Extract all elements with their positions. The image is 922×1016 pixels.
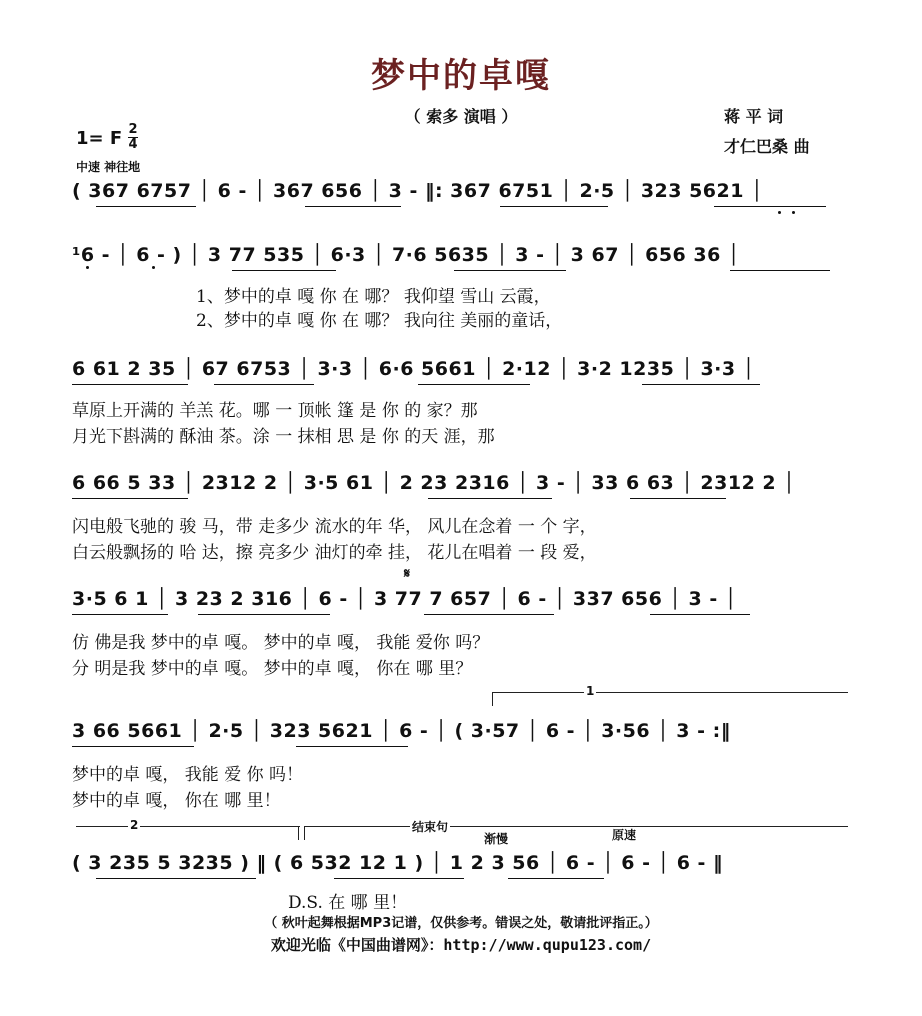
composer-credit: 才仁巴桑 曲 [724,137,810,156]
underline-beam [428,498,552,499]
volta-2-bracket-end [298,826,299,840]
notation-line-5: 3·5 6 1 │ 3 23 2 316 │ 6 - │ 3 77 7 657 │ 6 - │ 337 656 │ 3 - │ [72,588,737,610]
tempo-marking: 中速 神往地 [76,160,141,174]
volta-1-bracket-end [492,692,493,706]
underline-beam [214,384,314,385]
notation-line-6: 3 66 5661 │ 2·5 │ 323 5621 │ 6 - │ ( 3·57 │ 6 - │ 3·56 │ 3 - :‖ [72,720,731,742]
ending-bracket-start [304,826,305,840]
underline-beam [72,384,188,385]
lyric-verse-1: 闪电般飞驰的 骏 马，带 走多少 流水的年 华， 风儿在念着 一 个 字， [72,517,597,537]
time-signature-top: 2 [128,122,138,137]
underline-beam [418,384,530,385]
notation-line-3: 6 61 2 35 │ 67 6753 │ 3·3 │ 6·6 5661 │ 2·12 │ 3·2 1235 │ 3·3 │ [72,358,755,380]
underline-beam [500,206,608,207]
segno-sign: 𝄋 [404,566,411,582]
underline-beam [730,270,830,271]
lyric-verse-2: 分 明是我 梦中的卓 嘎。 梦中的卓 嘎， 你在 哪 里？ [72,659,473,679]
volta-1-label: 1 [586,684,595,698]
lyric-verse-2: 白云般飘扬的 哈 达，擦 亮多少 油灯的牵 挂， 花儿在唱着 一 段 爱， [72,543,597,563]
ending-label: 结束句 [412,820,449,834]
lyric-verse-1: 草原上开满的 羊羔 花。哪 一 顶帐 篷 是 你 的 家？那 [72,401,478,421]
ending-bracket [304,826,848,827]
underline-beam [72,614,168,615]
ritardando-label: 渐慢 [484,832,509,846]
time-signature [128,123,138,152]
key-signature: 1= F [76,128,123,149]
lyric-verse-2: 月光下斟满的 酥油 茶。涂 一 抹相 思 是 你 的天 涯，那 [72,427,495,447]
underline-beam [96,206,196,207]
octave-dot [86,266,89,269]
underline-beam [508,878,604,879]
underline-beam [642,384,760,385]
site-footer: 欢迎光临《中国曲谱网》：http://www.qupu123.com/ [270,936,652,954]
underline-beam [96,878,256,879]
underline-beam [305,206,401,207]
underline-beam [198,614,330,615]
octave-dot [152,266,155,269]
volta-2-label: 2 [130,818,139,832]
volta-2-bracket [76,826,300,827]
lyricist-credit: 蒋 平 词 [724,107,784,126]
underline-beam [714,206,826,207]
volta-1-bracket [492,692,848,693]
underline-beam [72,746,194,747]
underline-beam [334,878,464,879]
underline-beam [296,746,408,747]
underline-beam [650,614,750,615]
underline-beam [424,614,554,615]
a-tempo-label: 原速 [612,828,637,842]
underline-beam [630,498,726,499]
underline-beam [72,498,188,499]
notation-line-2: ¹6 - │ 6 - ) │ 3 77 535 │ 6·3 │ 7·6 5635 │ 3 - │ 3 67 │ 656 36 │ [72,244,740,266]
time-signature-bottom: 4 [128,137,138,152]
lyric-verse-1: 梦中的卓 嘎， 我能 爱 你 吗！ [72,765,304,785]
octave-dot [792,211,795,214]
octave-dot [778,211,781,214]
song-title: 梦中的卓嘎 [371,56,551,96]
lyric-verse-1: 仿 佛是我 梦中的卓 嘎。 梦中的卓 嘎， 我能 爱你 吗？ [72,633,490,653]
transcription-note: （ 秋叶起舞根据MP3记谱，仅供参考。错误之处，敬请批评指正。） [264,916,658,931]
lyric-verse-1: 1、梦中的卓 嘎 你 在 哪？ 我仰望 雪山 云霞， [196,287,551,307]
underline-beam [454,270,566,271]
singer-credit: （ 索多 演唱 ） [404,107,518,126]
notation-line-1: ( 367 6757 │ 6 - │ 367 656 │ 3 - ‖: 367 6751 │ 2·5 │ 323 5621 │ [72,180,764,202]
notation-line-4: 6 66 5 33 │ 2312 2 │ 3·5 61 │ 2 23 2316 │ 3 - │ 33 6 63 │ 2312 2 │ [72,472,796,494]
notation-line-7: ( 3 235 5 3235 ) ‖ ( 6 532 12 1 ) │ 1 2 3 56 │ 6 - │ 6 - │ 6 - ‖ [72,852,724,874]
lyric-ending: D.S. 在 哪 里！ [288,893,408,913]
underline-beam [232,270,336,271]
lyric-verse-2: 2、梦中的卓 嘎 你 在 哪？ 我向往 美丽的童话， [196,311,563,331]
lyric-verse-2: 梦中的卓 嘎， 你在 哪 里！ [72,791,281,811]
